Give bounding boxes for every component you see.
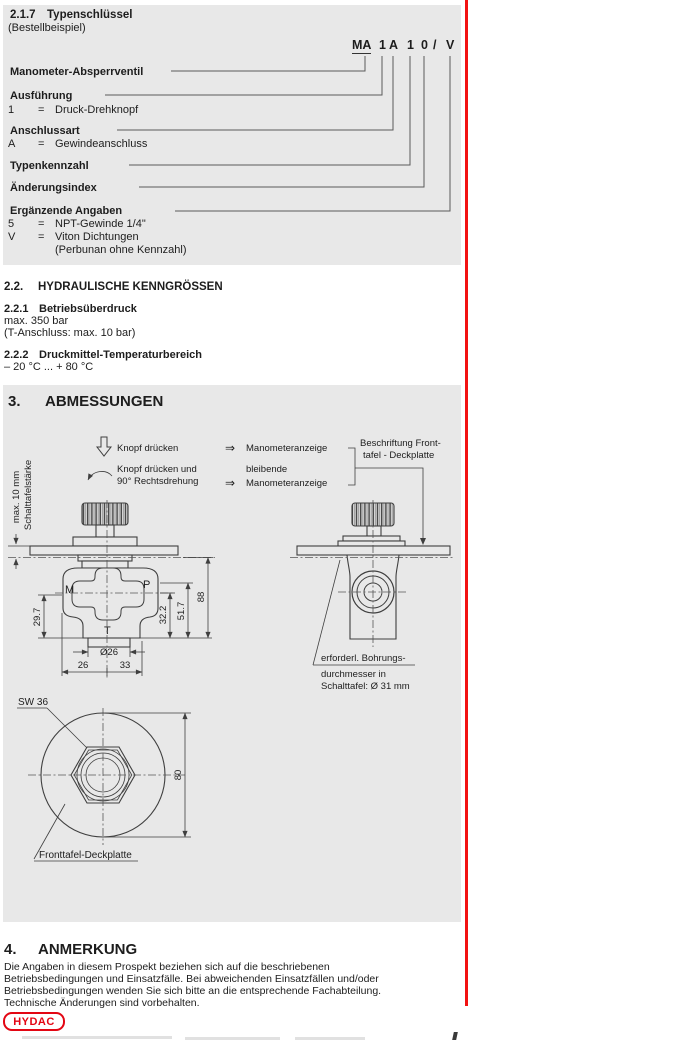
code-part-0: 0	[421, 38, 428, 52]
label-mod-index: Änderungsindex	[10, 182, 97, 194]
bore-note-leader	[313, 560, 340, 665]
cut-off-text-fragment	[185, 1037, 280, 1040]
connection-key: A	[8, 138, 16, 150]
result-bracket	[348, 448, 355, 485]
bore-note-2: durchmesser in	[321, 669, 386, 680]
version-key: 1	[8, 104, 15, 116]
dimensions-title: ABMESSUNGEN	[45, 393, 164, 410]
remark-number: 4.	[4, 941, 17, 958]
dim-32-2: 32.2	[158, 605, 169, 625]
temperature-number: 2.2.2	[4, 349, 29, 361]
cut-off-text-fragment	[295, 1037, 365, 1040]
dim-dia-26: Ø26	[100, 647, 118, 658]
temperature-title: Druckmittel-Temperaturbereich	[39, 349, 203, 361]
bore-note-1: erforderl. Bohrungs-	[321, 653, 406, 664]
mounting-nut-side	[343, 536, 400, 541]
code-part-1b: 1	[407, 38, 414, 52]
code-part-v: V	[446, 38, 455, 52]
collar-lower-front	[82, 561, 128, 568]
annotation-press: Knopf drücken	[117, 443, 179, 454]
additional-eq-5: =	[38, 218, 45, 230]
dim-51-7: 51.7	[176, 601, 187, 621]
annotation-press-result: Manometeranzeige	[246, 443, 328, 454]
mounting-nut-front	[73, 537, 137, 546]
cut-off-text-fragment	[22, 1036, 172, 1039]
annotation-turn-1: Knopf drücken und	[117, 464, 197, 475]
pressure-number: 2.2.1	[4, 303, 29, 315]
section-number: 2.1.7	[10, 9, 36, 21]
hydraulics-title: HYDRAULISCHE KENNGRÖSSEN	[38, 281, 223, 293]
connection-eq: =	[38, 138, 45, 150]
connection-value: Gewindeanschluss	[55, 138, 148, 150]
knob-front-view	[82, 503, 128, 525]
remark-line-4: Technische Änderungen sind vorbehalten.	[4, 997, 200, 1009]
code-part-1: 1	[379, 38, 386, 52]
port-label-t: T	[104, 625, 111, 637]
pressure-title: Betriebsüberdruck	[39, 303, 137, 315]
code-part-slash: /	[433, 38, 437, 52]
hydraulics-number: 2.2.	[4, 281, 24, 293]
dim-33: 33	[119, 660, 131, 671]
dim-29-7: 29.7	[32, 607, 43, 627]
bore-note-3: Schalttafel: Ø 31 mm	[321, 681, 410, 692]
additional-value-5: NPT-Gewinde 1/4"	[55, 218, 146, 230]
type-key-panel	[3, 5, 461, 265]
code-part-a: A	[389, 38, 399, 52]
knob-stem-side	[367, 526, 381, 536]
hydac-logo: HYDAC	[3, 1012, 65, 1031]
annotation-turn-result-2: Manometeranzeige	[246, 478, 328, 489]
additional-value-v: Viton Dichtungen	[55, 231, 139, 243]
technical-drawing	[3, 385, 461, 922]
port-label-m: M	[65, 584, 75, 596]
port-label-p: P	[143, 579, 151, 591]
panel-plate-side	[297, 546, 450, 555]
pressure-value: max. 350 bar	[4, 315, 69, 327]
dimensions-number: 3.	[8, 393, 21, 410]
additional-eq-v: =	[38, 231, 45, 243]
dim-88: 88	[196, 591, 207, 603]
front-plate-label: Fronttafel-Deckplatte	[39, 850, 132, 861]
pressure-note: (T-Anschluss: max. 10 bar)	[4, 327, 136, 339]
panel-plate-front	[30, 546, 178, 555]
dimensions-panel	[3, 385, 461, 922]
page-margin-rule	[465, 0, 468, 1006]
section-title: Typenschlüssel	[47, 9, 133, 21]
annotation-front-label-1: Beschriftung Front-	[360, 438, 441, 449]
label-connection: Anschlussart	[10, 125, 80, 137]
press-down-arrow-icon	[97, 437, 111, 456]
annotation-turn-2: 90° Rechtsdrehung	[117, 476, 199, 487]
collar-upper-front	[78, 555, 132, 561]
rotate-arrow-icon	[88, 471, 112, 480]
cut-off-text-fragment	[452, 1032, 458, 1040]
code-part-ma: MA	[352, 38, 372, 52]
remark-line-3: Betriebsbedingungen wenden Sie sich bitte an die entsprechende Fachabteilung.	[4, 985, 382, 997]
version-value: Druck-Drehknopf	[55, 104, 139, 116]
implies-icon-2: ⇒	[225, 476, 236, 490]
annotation-front-label-2: tafel - Deckplatte	[363, 450, 435, 461]
outlet-stub-front	[88, 638, 130, 647]
remark-line-2: Betriebsbedingungen und Einsatzfälle. Bei abweichenden Einsatzfällen und/oder	[4, 973, 379, 985]
temperature-value: – 20 °C ... + 80 °C	[4, 361, 94, 373]
additional-key-v: V	[8, 231, 16, 243]
additional-key-5: 5	[8, 218, 15, 230]
dim-sw36: SW 36	[18, 697, 49, 708]
dim-26: 26	[77, 660, 89, 671]
annotation-turn-result-1: bleibende	[246, 464, 288, 475]
knob-stem-front	[96, 525, 114, 537]
version-eq: =	[38, 104, 45, 116]
label-type-number: Typenkennzahl	[10, 160, 89, 172]
label-product: Manometer-Absperrventil	[10, 66, 144, 78]
implies-icon-1: ⇒	[225, 441, 236, 455]
panel-thickness-note-2: Schalttafelstärke	[23, 459, 34, 531]
additional-note: (Perbunan ohne Kennzahl)	[55, 244, 187, 256]
section-subtitle: (Bestellbeispiel)	[8, 22, 86, 34]
panel-thickness-note-1: max. 10 mm	[11, 470, 22, 524]
nut-flange-side	[338, 541, 405, 546]
label-additional: Ergänzende Angaben	[10, 205, 123, 217]
leader-arrowhead	[420, 538, 426, 545]
label-version: Ausführung	[10, 90, 73, 102]
remark-title: ANMERKUNG	[38, 941, 138, 958]
remark-line-1: Die Angaben in diesem Prospekt beziehen sich auf die beschriebenen	[4, 961, 330, 973]
dim-80: 80	[173, 769, 184, 781]
